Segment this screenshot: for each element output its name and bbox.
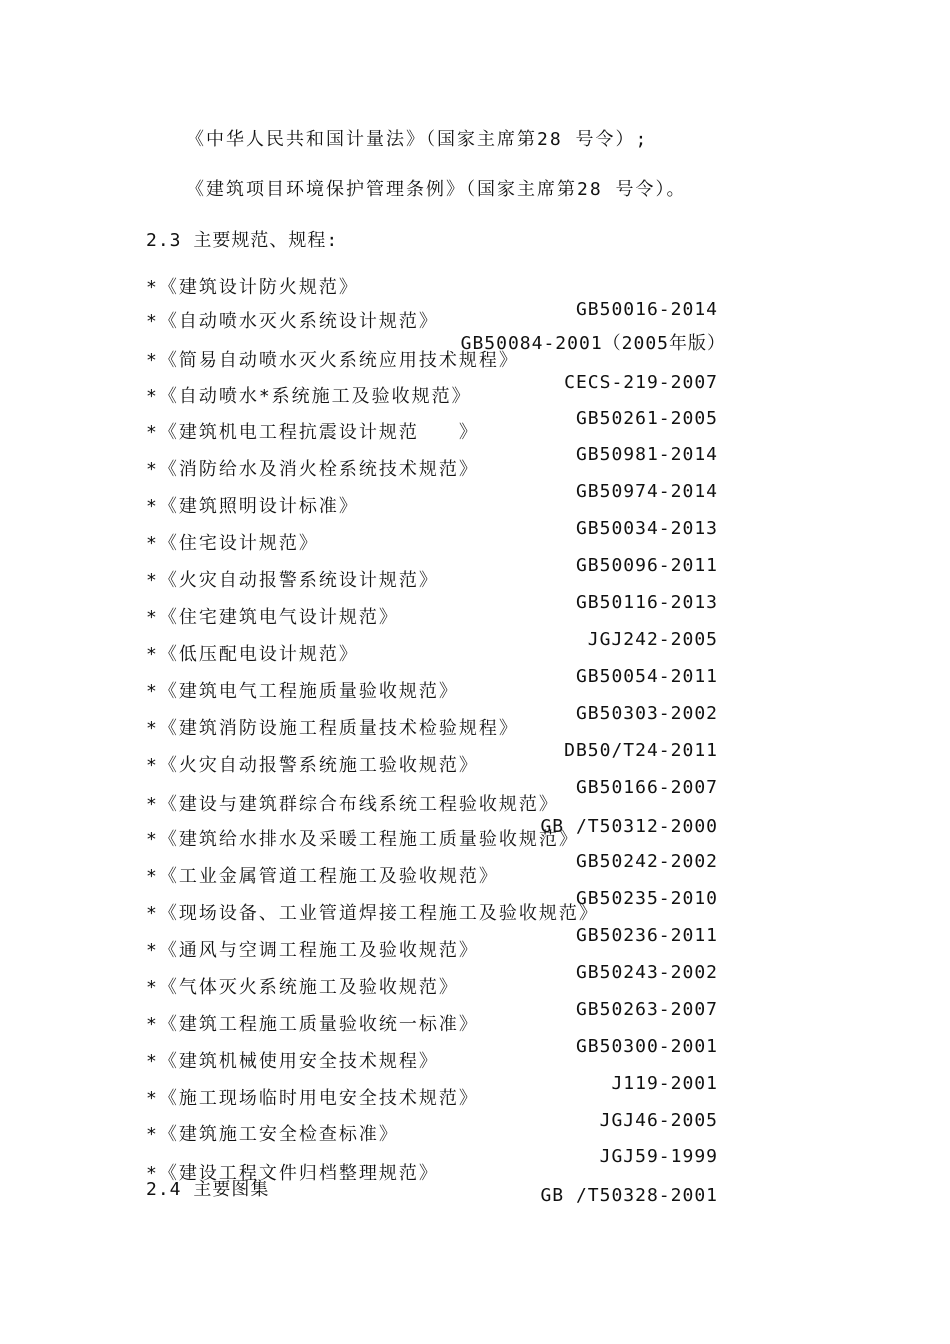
- standard-title: *《建筑消防设施工程质量技术检验规程》: [146, 718, 519, 739]
- standard-code: GB50054-2011: [575, 666, 718, 687]
- standard-code: GB50235-2010: [575, 888, 718, 909]
- standard-title: *《自动喷水*系统施工及验收规范》: [146, 386, 472, 407]
- standard-code: DB50/T24-2011: [564, 740, 718, 761]
- section-heading-2-4: 2.4 主要图集: [146, 1179, 270, 1200]
- standard-title: *《建筑设计防火规范》: [146, 277, 359, 298]
- standard-title: *《工业金属管道工程施工及验收规范》: [146, 866, 499, 887]
- standard-code: JGJ242-2005: [587, 629, 718, 650]
- standard-title: *《建筑机械使用安全技术规程》: [146, 1051, 439, 1072]
- standard-title: *《建设工程文件归档整理规范》: [146, 1163, 439, 1184]
- standard-title: *《建筑工程施工质量验收统一标准》: [146, 1014, 479, 1035]
- standard-title: *《火灾自动报警系统施工验收规范》: [146, 755, 479, 776]
- standard-code: GB50974-2014: [575, 481, 718, 502]
- standard-code: GB50300-2001: [575, 1036, 718, 1057]
- standard-title: *《住宅建筑电气设计规范》: [146, 607, 399, 628]
- standard-code: CECS-219-2007: [564, 372, 718, 393]
- standard-title: *《气体灭火系统施工及验收规范》: [146, 977, 459, 998]
- standard-code: GB /T50328-2001: [540, 1185, 718, 1206]
- standard-code: J119-2001: [611, 1073, 718, 1094]
- law-reference-metrology: 《中华人民共和国计量法》（国家主席第28 号令）;: [186, 129, 649, 150]
- standard-title: *《住宅设计规范》: [146, 533, 319, 554]
- standard-code: JGJ46-2005: [599, 1110, 718, 1131]
- standard-title: *《通风与空调工程施工及验收规范》: [146, 940, 479, 961]
- standard-code: GB50981-2014: [575, 444, 718, 465]
- standard-code: JGJ59-1999: [599, 1146, 718, 1167]
- standard-title: *《简易自动喷水灭火系统应用技术规程》: [146, 350, 519, 371]
- law-reference-environment: 《建筑项目环境保护管理条例》（国家主席第28 号令）。: [186, 179, 687, 200]
- standard-title: *《消防给水及消火栓系统技术规范》: [146, 459, 479, 480]
- standard-title: *《火灾自动报警系统设计规范》: [146, 570, 439, 591]
- standard-title: *《建筑照明设计标准》: [146, 496, 359, 517]
- standard-title: *《建筑电气工程施质量验收规范》: [146, 681, 459, 702]
- standard-code: GB /T50312-2000: [540, 816, 718, 837]
- standard-code: GB50261-2005: [575, 408, 718, 429]
- standard-code: GB50263-2007: [575, 999, 718, 1020]
- standard-code: GB50096-2011: [575, 555, 718, 576]
- standard-title: *《施工现场临时用电安全技术规范》: [146, 1088, 479, 1109]
- standard-code: GB50034-2013: [575, 518, 718, 539]
- standard-code: GB50303-2002: [575, 703, 718, 724]
- standard-title: *《建筑施工安全检查标准》: [146, 1124, 399, 1145]
- section-heading-2-3: 2.3 主要规范、规程:: [146, 230, 339, 251]
- standard-title: *《建筑给水排水及采暖工程施工质量验收规范》: [146, 829, 579, 850]
- standard-code: GB50243-2002: [575, 962, 718, 983]
- standard-title: *《建设与建筑群综合布线系统工程验收规范》: [146, 794, 559, 815]
- standard-code: GB50016-2014: [575, 299, 718, 320]
- standard-code: GB50236-2011: [575, 925, 718, 946]
- standard-code: GB50116-2013: [575, 592, 718, 613]
- standard-code: GB50242-2002: [575, 851, 718, 872]
- standard-title: *《自动喷水灭火系统设计规范》: [146, 311, 439, 332]
- standard-code: GB50084-2001（2005年版）: [460, 333, 726, 354]
- standard-title: *《现场设备、工业管道焊接工程施工及验收规范》: [146, 903, 599, 924]
- standard-title: *《建筑机电工程抗震设计规范 》: [146, 422, 479, 443]
- standard-title: *《低压配电设计规范》: [146, 644, 359, 665]
- standard-code: GB50166-2007: [575, 777, 718, 798]
